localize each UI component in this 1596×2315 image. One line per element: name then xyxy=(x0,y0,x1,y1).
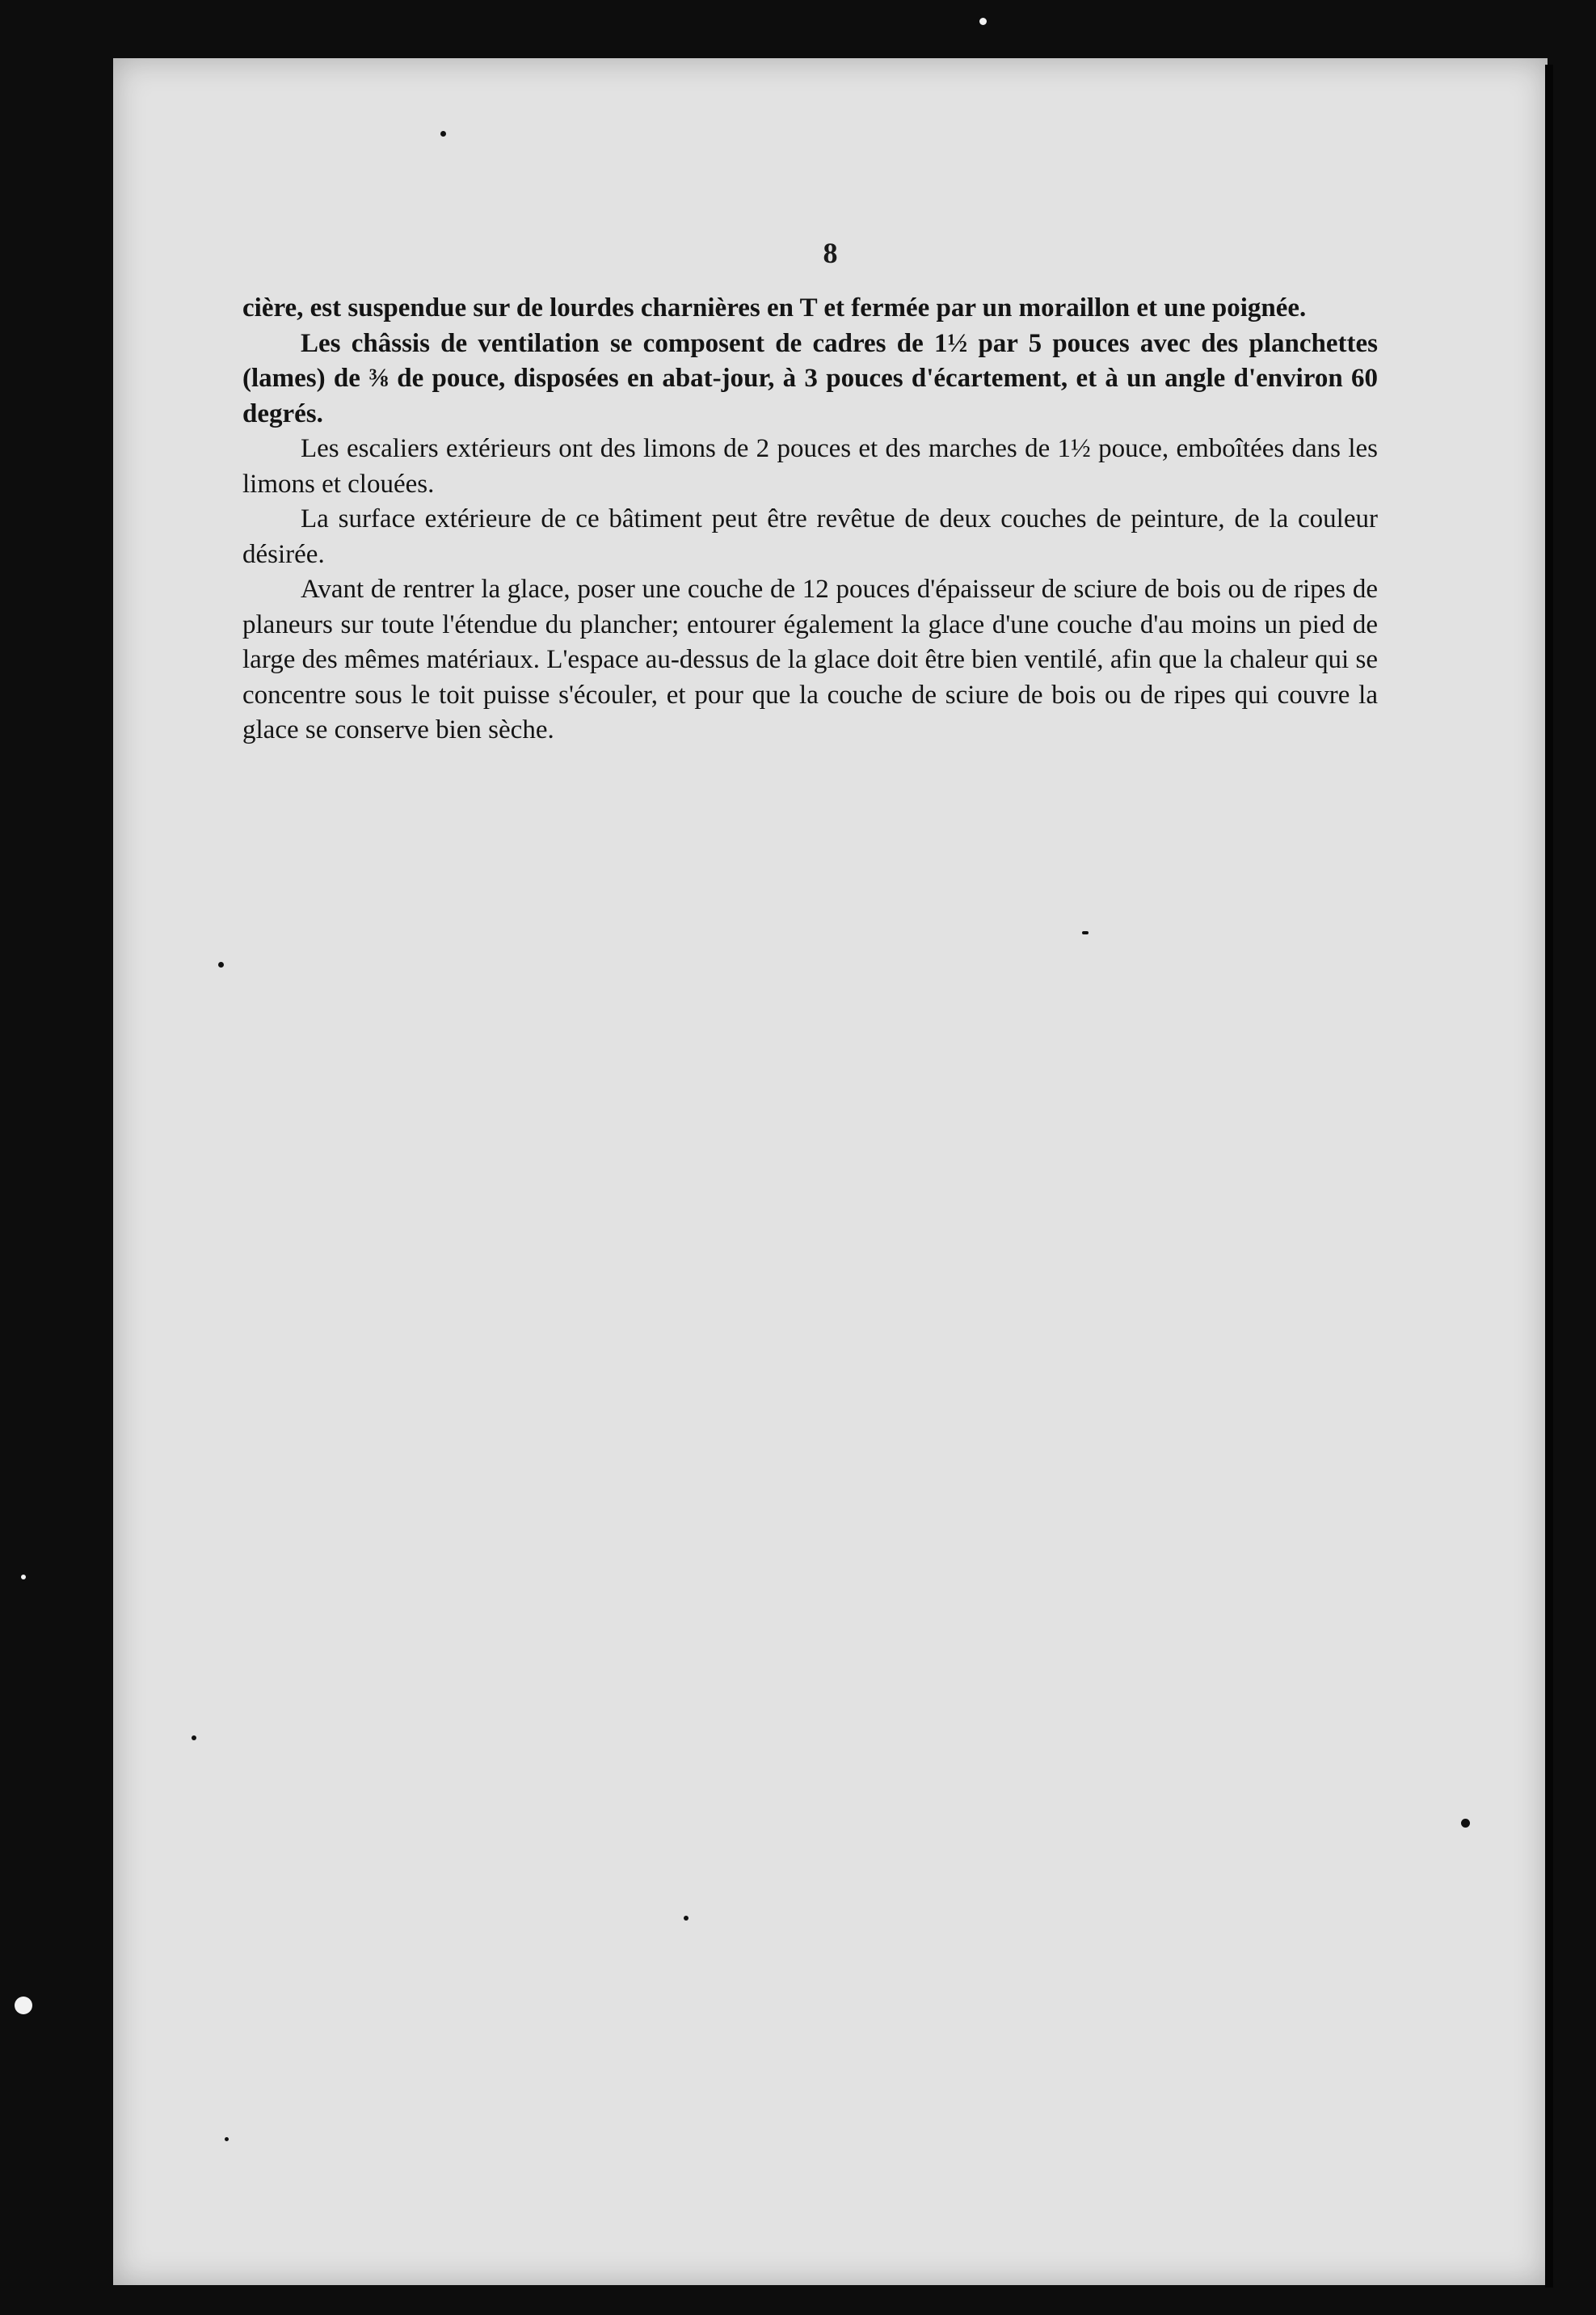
scan-speck xyxy=(440,131,446,137)
scan-speck xyxy=(225,2137,229,2141)
scan-dust xyxy=(979,18,987,25)
body-text xyxy=(242,291,1378,748)
paragraph-3: Les escaliers extérieurs ont des limons de 2 pouces et des marches de 1½ pouce, emboîtées dans les limons et clouées. xyxy=(242,434,1378,499)
paragraph-4: La surface extérieure de ce bâtiment peut être revêtue de deux couches de peinture, de la couleur désirée. xyxy=(242,504,1378,569)
page-number: 8 xyxy=(823,237,838,269)
scan-speck xyxy=(1082,931,1089,934)
paragraph-1: cière, est suspendue sur de lourdes charnières en T et fermée par un moraillon et une poignée. xyxy=(242,293,1307,323)
page-binding-edge xyxy=(1545,65,1553,2288)
scan-speck xyxy=(218,962,224,968)
paragraph-5: Avant de rentrer la glace, poser une couche de 12 pouces d'épaisseur de sciure de bois ou de ripes de planeurs sur toute l'étendue du plancher; entourer également la glace d'une couche d'au moins un pied de large des mêmes matériaux. L'espace au-dessus de la glace doit être bien ventilé, afin que la chaleur qui se concentre sous le toit puisse s'écouler, et pour que la couche de sciure de bois ou de ripes qui couvre la glace se conserve bien sèche. xyxy=(242,575,1378,744)
paragraph-2: Les châssis de ventilation se composent de cadres de 1½ par 5 pouces avec des planchettes (lames) de ⅜ de pouce, disposées en abat-jour, à 3 pouces d'écartement, et à un angle d'environ 60 degrés. xyxy=(242,328,1378,428)
scan-dust xyxy=(15,1997,32,2014)
scan-speck xyxy=(192,1735,196,1740)
scan-dust xyxy=(21,1575,26,1579)
scan-speck xyxy=(684,1916,689,1921)
document-page xyxy=(113,58,1548,2285)
scan-speck xyxy=(1461,1819,1470,1828)
